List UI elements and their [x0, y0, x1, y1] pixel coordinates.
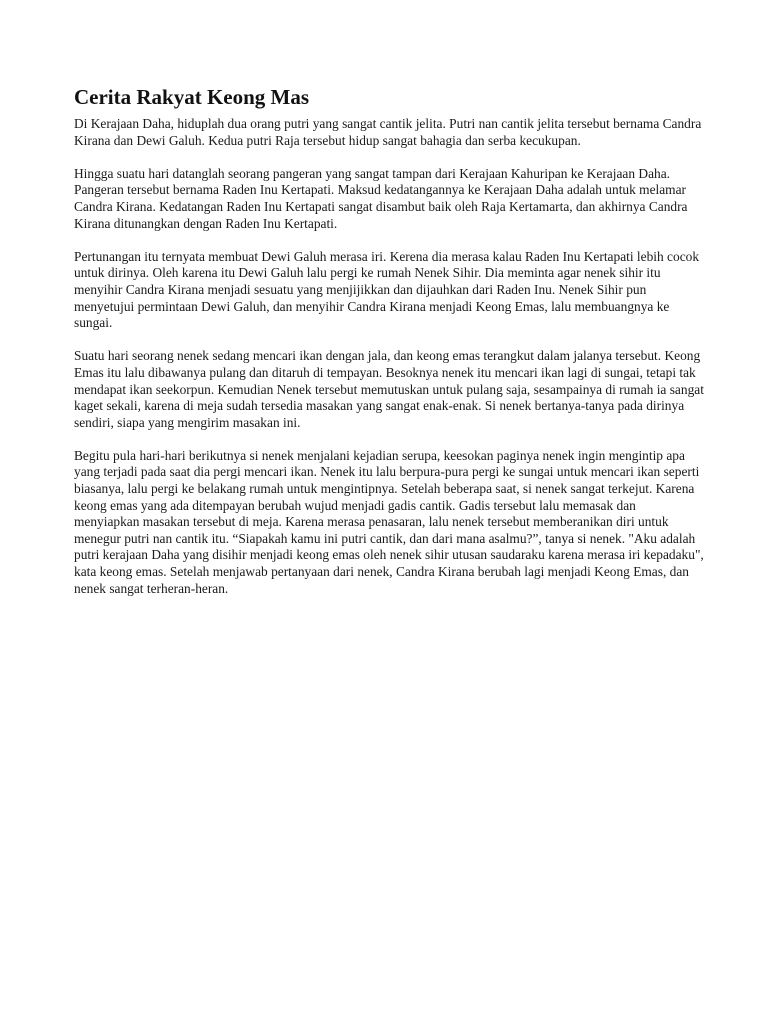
paragraph-4: Suatu hari seorang nenek sedang mencari ikan dengan jala, dan keong emas terangkut dalam jalanya tersebut. Keong Emas itu lalu dibawanya pulang dan ditaruh di tempayan. Besoknya nenek itu mencari ikan lagi di sungai, tetapi tak mendapat ikan seekorpun. Kemudian Nenek tersebut memutuskan untuk pulang saja, sesampainya di rumah ia sangat kaget sekali, karena di meja sudah tersedia masakan yang sangat enak-enak. Si nenek bertanya-tanya pada dirinya sendiri, siapa yang mengirim masakan ini. — [74, 348, 704, 430]
document-title: Cerita Rakyat Keong Mas — [74, 85, 310, 109]
document-page — [74, 84, 704, 614]
paragraph-5: Begitu pula hari-hari berikutnya si nenek menjalani kejadian serupa, keesokan paginya nenek ingin mengintip apa yang terjadi pada saat dia pergi mencari ikan. Nenek itu lalu berpura-pura pergi ke sungai untuk mencari ikan seperti biasanya, lalu pergi ke belakang rumah untuk mengintipnya. Setelah beberapa saat, si nenek sangat terkejut. Karena keong emas yang ada ditempayan berubah wujud menjadi gadis cantik. Gadis tersebut lalu memasak dan menyiapkan masakan tersebut di meja. Karena merasa penasaran, lalu nenek tersebut memberanikan diri untuk menegur putri nan cantik itu. “Siapakah kamu ini putri cantik, dan dari mana asalmu?”, tanya si nenek. "Aku adalah putri kerajaan Daha yang disihir menjadi keong emas oleh nenek sihir utusan saudaraku karena merasa iri kepadaku", kata keong emas. Setelah menjawab pertanyaan dari nenek, Candra Kirana berubah lagi menjadi Keong Emas, dan nenek sangat terheran-heran. — [74, 447, 704, 596]
paragraph-3: Pertunangan itu ternyata membuat Dewi Galuh merasa iri. Kerena dia merasa kalau Raden Inu Kertapati lebih cocok untuk dirinya. Oleh karena itu Dewi Galuh lalu pergi ke rumah Nenek Sihir. Dia meminta agar nenek sihir itu menyihir Candra Kirana menjadi sesuatu yang menjijikkan dan dijauhkan dari Raden Inu. Nenek Sihir pun menyetujui permintaan Dewi Galuh, dan menyihir Candra Kirana menjadi Keong Emas, lalu membuangnya ke sungai. — [74, 248, 700, 331]
paragraph-1: Di Kerajaan Daha, hiduplah dua orang putri yang sangat cantik jelita. Putri nan cantik jelita tersebut bernama Candra Kirana dan Dewi Galuh. Kedua putri Raja tersebut hidup sangat bahagia dan serba kecukupan. — [74, 116, 702, 148]
paragraph-2: Hingga suatu hari datanglah seorang pangeran yang sangat tampan dari Kerajaan Kahuripan ke Kerajaan Daha. Pangeran tersebut bernama Raden Inu Kertapati. Maksud kedatangannya ke Kerajaan Daha adalah untuk melamar Candra Kirana. Kedatangan Raden Inu Kertapati sangat disambut baik oleh Raja Kertamarta, dan akhirnya Candra Kirana ditunangkan dengan Raden Inu Kertapati. — [74, 165, 688, 231]
